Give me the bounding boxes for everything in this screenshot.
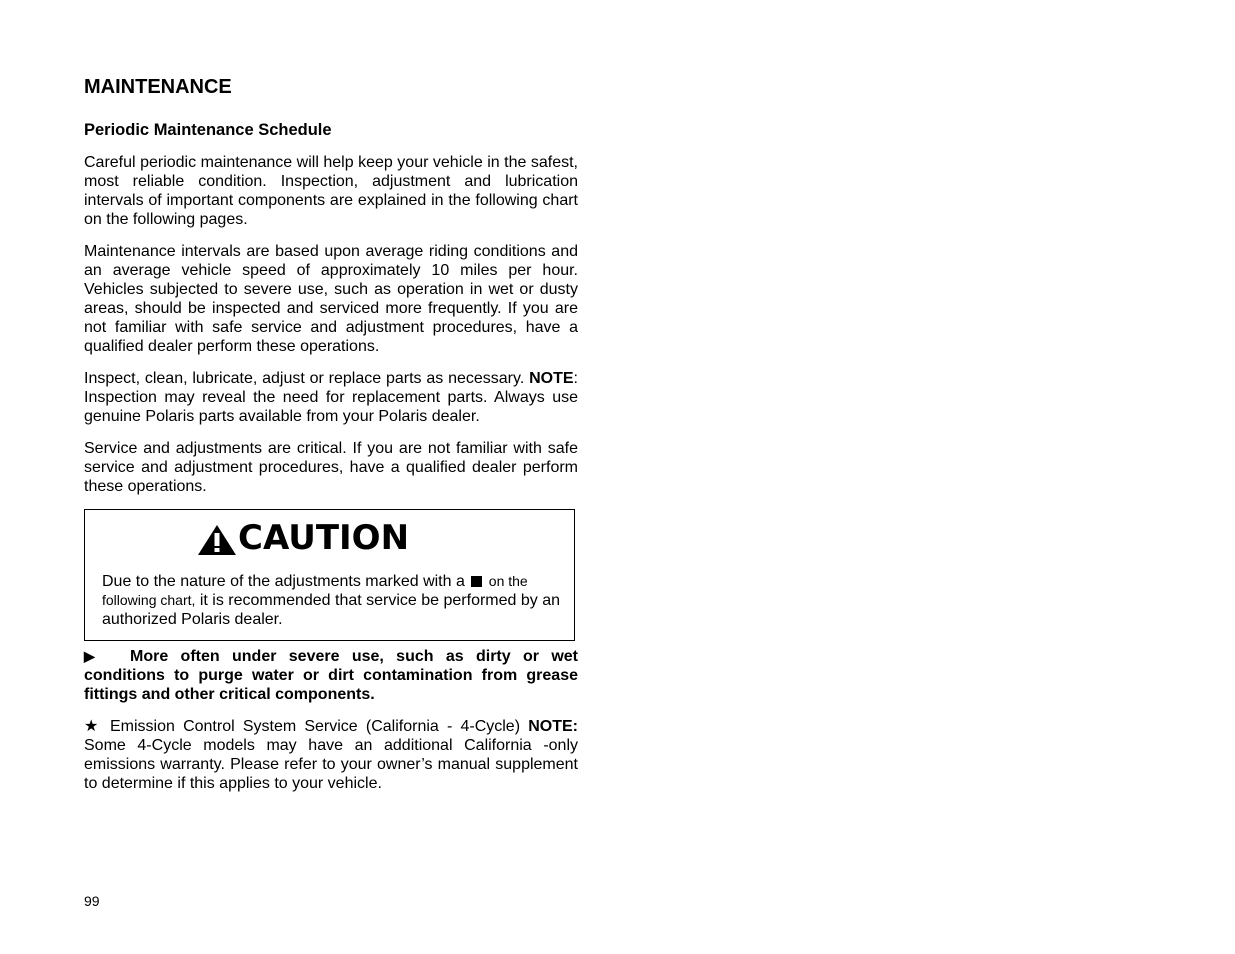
note-label: NOTE	[529, 370, 574, 387]
caution-header	[197, 520, 409, 556]
emission-note-text: Some 4-Cycle models may have an additional California -only emissions warranty. Please refer to your owner’s manual supplement to determine if this applies to your vehicle.	[84, 737, 578, 792]
triangle-bullet-icon: ▶	[84, 648, 95, 664]
emission-note	[84, 717, 578, 793]
caution-text-start: Due to the nature of the adjustments marked with a	[102, 573, 465, 590]
emission-text: Emission Control System Service (California - 4-Cycle)	[110, 718, 521, 735]
section-subheading: Periodic Maintenance Schedule	[84, 121, 332, 139]
page-number: 99	[84, 893, 100, 909]
service-paragraph: Service and adjustments are critical. If you are not familiar with safe service and adjustment procedures, have a qualified dealer perform these operations.	[84, 440, 578, 495]
section-heading: MAINTENANCE	[84, 76, 232, 98]
severe-use-note	[84, 647, 578, 704]
caution-text	[102, 572, 564, 629]
severe-use-text: More often under severe use, such as dirty or wet conditions to purge water or dirt contamination from grease fittings and other critical components.	[84, 648, 578, 703]
caution-title: CAUTION	[238, 518, 410, 558]
intro-paragraph: Careful periodic maintenance will help keep your vehicle in the safest, most reliable condition. Inspection, adjustment and lubrication intervals of important components are explained in the following chart on the following pages.	[84, 154, 578, 228]
caution-text-small: on the following chart,	[102, 573, 528, 608]
intervals-paragraph: Maintenance intervals are based upon average riding conditions and an average vehicle speed of approximately 10 miles per hour. Vehicles subjected to severe use, such as operation in wet or dusty areas, should be inspected and serviced more frequently. If you are not familiar with safe service and adjustment procedures, have a qualified dealer perform these operations.	[84, 243, 578, 355]
inspect-text: Inspect, clean, lubricate, adjust or replace parts as necessary.	[84, 370, 525, 387]
star-bullet-icon: ★	[84, 718, 99, 735]
page-column	[84, 74, 578, 806]
caution-box	[84, 509, 575, 641]
inspect-paragraph	[84, 369, 578, 426]
inspect-note-text: : Inspection may reveal the need for replacement parts. Always use genuine Polaris parts available from your Polaris dealer.	[84, 370, 578, 425]
warning-triangle-icon	[197, 524, 237, 556]
caution-text-end: it is recommended that service be performed by an authorized Polaris dealer.	[102, 592, 561, 628]
black-square-icon	[471, 576, 482, 587]
emission-note-label: NOTE:	[528, 718, 579, 735]
